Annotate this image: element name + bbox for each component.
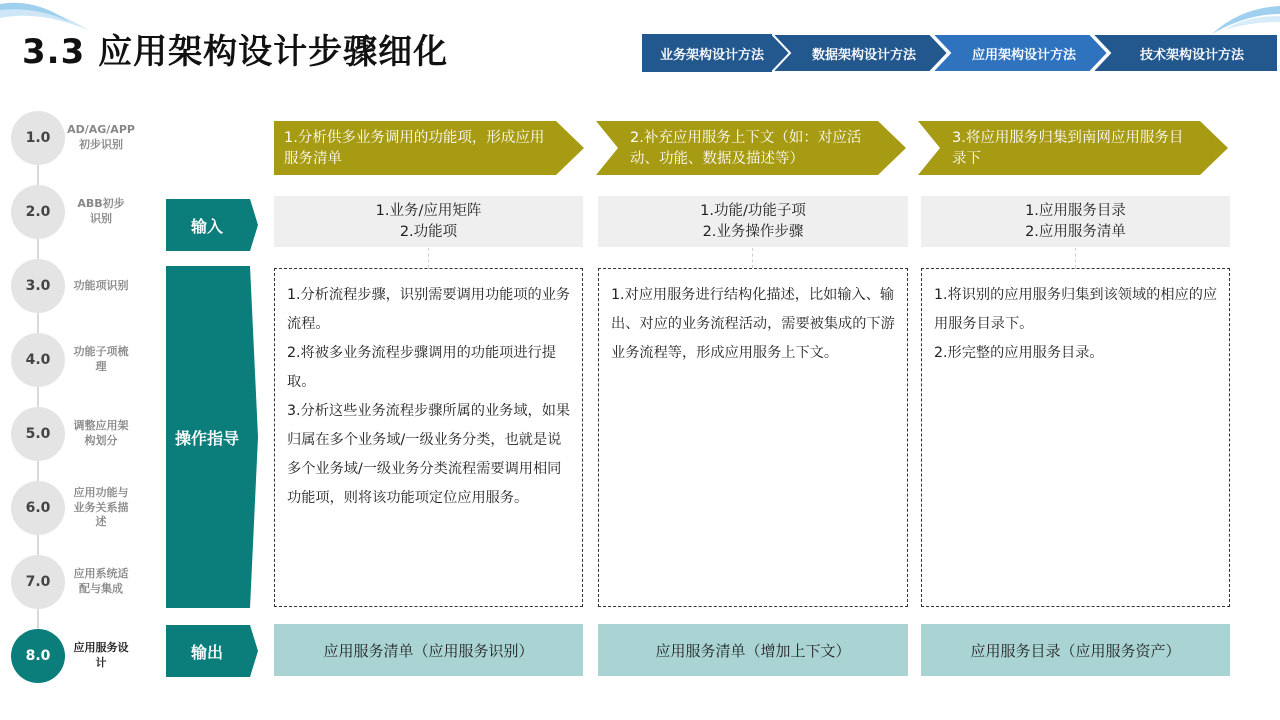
tab-label: 数据架构设计方法 xyxy=(811,47,916,63)
step-5[interactable] xyxy=(11,407,161,461)
output-box-3: 应用服务目录（应用服务资产） xyxy=(921,624,1230,676)
step-label: 调整应用架构划分 xyxy=(73,419,129,447)
step-label: 应用系统适配与集成 xyxy=(73,567,129,595)
step-6[interactable] xyxy=(11,481,161,535)
input-box-1 xyxy=(274,196,583,247)
phase-3 xyxy=(918,121,1228,175)
step-1[interactable] xyxy=(11,111,161,165)
page-title: 3.3 应用架构设计步骤细化 xyxy=(22,32,449,72)
method-nav xyxy=(642,34,1278,72)
step-number: 5.0 xyxy=(11,407,65,461)
phase-text: 1.分析供多业务调用的功能项，形成应用服务清单 xyxy=(284,130,545,168)
dashed-connector xyxy=(752,248,753,268)
input-line: 1.应用服务目录 xyxy=(1025,203,1126,220)
guide-paragraph: 3.分析这些业务流程步骤所属的业务域，如果归属在多个业务域/一级业务分类，也就是说多个业务域/一级业务分类流程需要调用相同功能项，则将该功能项定位应用服务。 xyxy=(287,403,571,506)
step-label: 功能项识别 xyxy=(73,278,129,292)
tab-label: 应用架构设计方法 xyxy=(971,47,1076,63)
row-tag-output xyxy=(166,625,258,677)
step-label: AD/AG/APP初步识别 xyxy=(67,123,135,151)
step-number: 2.0 xyxy=(11,185,65,239)
row-tag-label: 输出 xyxy=(190,642,223,662)
input-box-2 xyxy=(598,196,908,247)
output-box-2: 应用服务清单（增加上下文） xyxy=(598,624,908,676)
guide-box-3 xyxy=(921,268,1230,607)
row-tag-label: 操作指导 xyxy=(174,428,239,448)
tab-application-architecture[interactable] xyxy=(932,34,1108,72)
step-number: 8.0 xyxy=(11,629,65,683)
phase-text: 2.补充应用服务上下文（如：对应活动、功能、数据及描述等） xyxy=(630,130,862,168)
tab-label: 业务架构设计方法 xyxy=(659,47,764,63)
input-line: 1.功能/功能子项 xyxy=(700,203,806,220)
guide-paragraph: 1.将识别的应用服务归集到该领域的相应的应用服务目录下。 xyxy=(934,287,1218,332)
guide-paragraph: 2.将被多业务流程步骤调用的功能项进行提取。 xyxy=(287,345,556,390)
dashed-connector xyxy=(1075,248,1076,268)
phase-1 xyxy=(274,121,584,175)
step-label: 功能子项梳理 xyxy=(73,345,129,373)
step-label: ABB初步识别 xyxy=(77,197,125,225)
guide-paragraph: 1.分析流程步骤，识别需要调用功能项的业务流程。 xyxy=(287,287,571,332)
tab-technology-architecture[interactable] xyxy=(1092,34,1278,72)
step-8[interactable] xyxy=(11,629,161,683)
step-number: 1.0 xyxy=(11,111,65,165)
step-4[interactable] xyxy=(11,333,161,387)
guide-paragraph: 2.形完整的应用服务目录。 xyxy=(934,345,1104,361)
guide-box-2 xyxy=(598,268,908,607)
phase-text: 3.将应用服务归集到南网应用服务目录下 xyxy=(952,130,1184,168)
input-line: 2.功能项 xyxy=(399,223,458,240)
step-number: 3.0 xyxy=(11,259,65,313)
tab-data-architecture[interactable] xyxy=(772,34,948,72)
input-line: 2.业务操作步骤 xyxy=(702,223,804,240)
row-tag-input xyxy=(166,199,258,251)
guide-paragraph: 1.对应用服务进行结构化描述，比如输入、输出、对应的业务流程活动，需要被集成的下游业务流程等，形成应用服务上下文。 xyxy=(611,287,895,361)
phase-2 xyxy=(596,121,906,175)
step-label: 应用功能与业务关系描述 xyxy=(73,485,129,529)
step-number: 7.0 xyxy=(11,555,65,609)
input-box-3 xyxy=(921,196,1230,247)
step-number: 4.0 xyxy=(11,333,65,387)
step-2[interactable] xyxy=(11,185,161,239)
step-number: 6.0 xyxy=(11,481,65,535)
guide-box-1 xyxy=(274,268,583,607)
input-line: 1.业务/应用矩阵 xyxy=(375,203,482,220)
step-7[interactable] xyxy=(11,555,161,609)
row-tag-guide xyxy=(166,266,258,608)
tab-label: 技术架构设计方法 xyxy=(1139,47,1244,63)
step-3[interactable] xyxy=(11,259,161,313)
input-line: 2.应用服务清单 xyxy=(1025,223,1126,240)
row-tag-label: 输入 xyxy=(190,216,223,236)
dashed-connector xyxy=(428,248,429,268)
step-label: 应用服务设计 xyxy=(73,641,129,669)
output-box-1: 应用服务清单（应用服务识别） xyxy=(274,624,583,676)
